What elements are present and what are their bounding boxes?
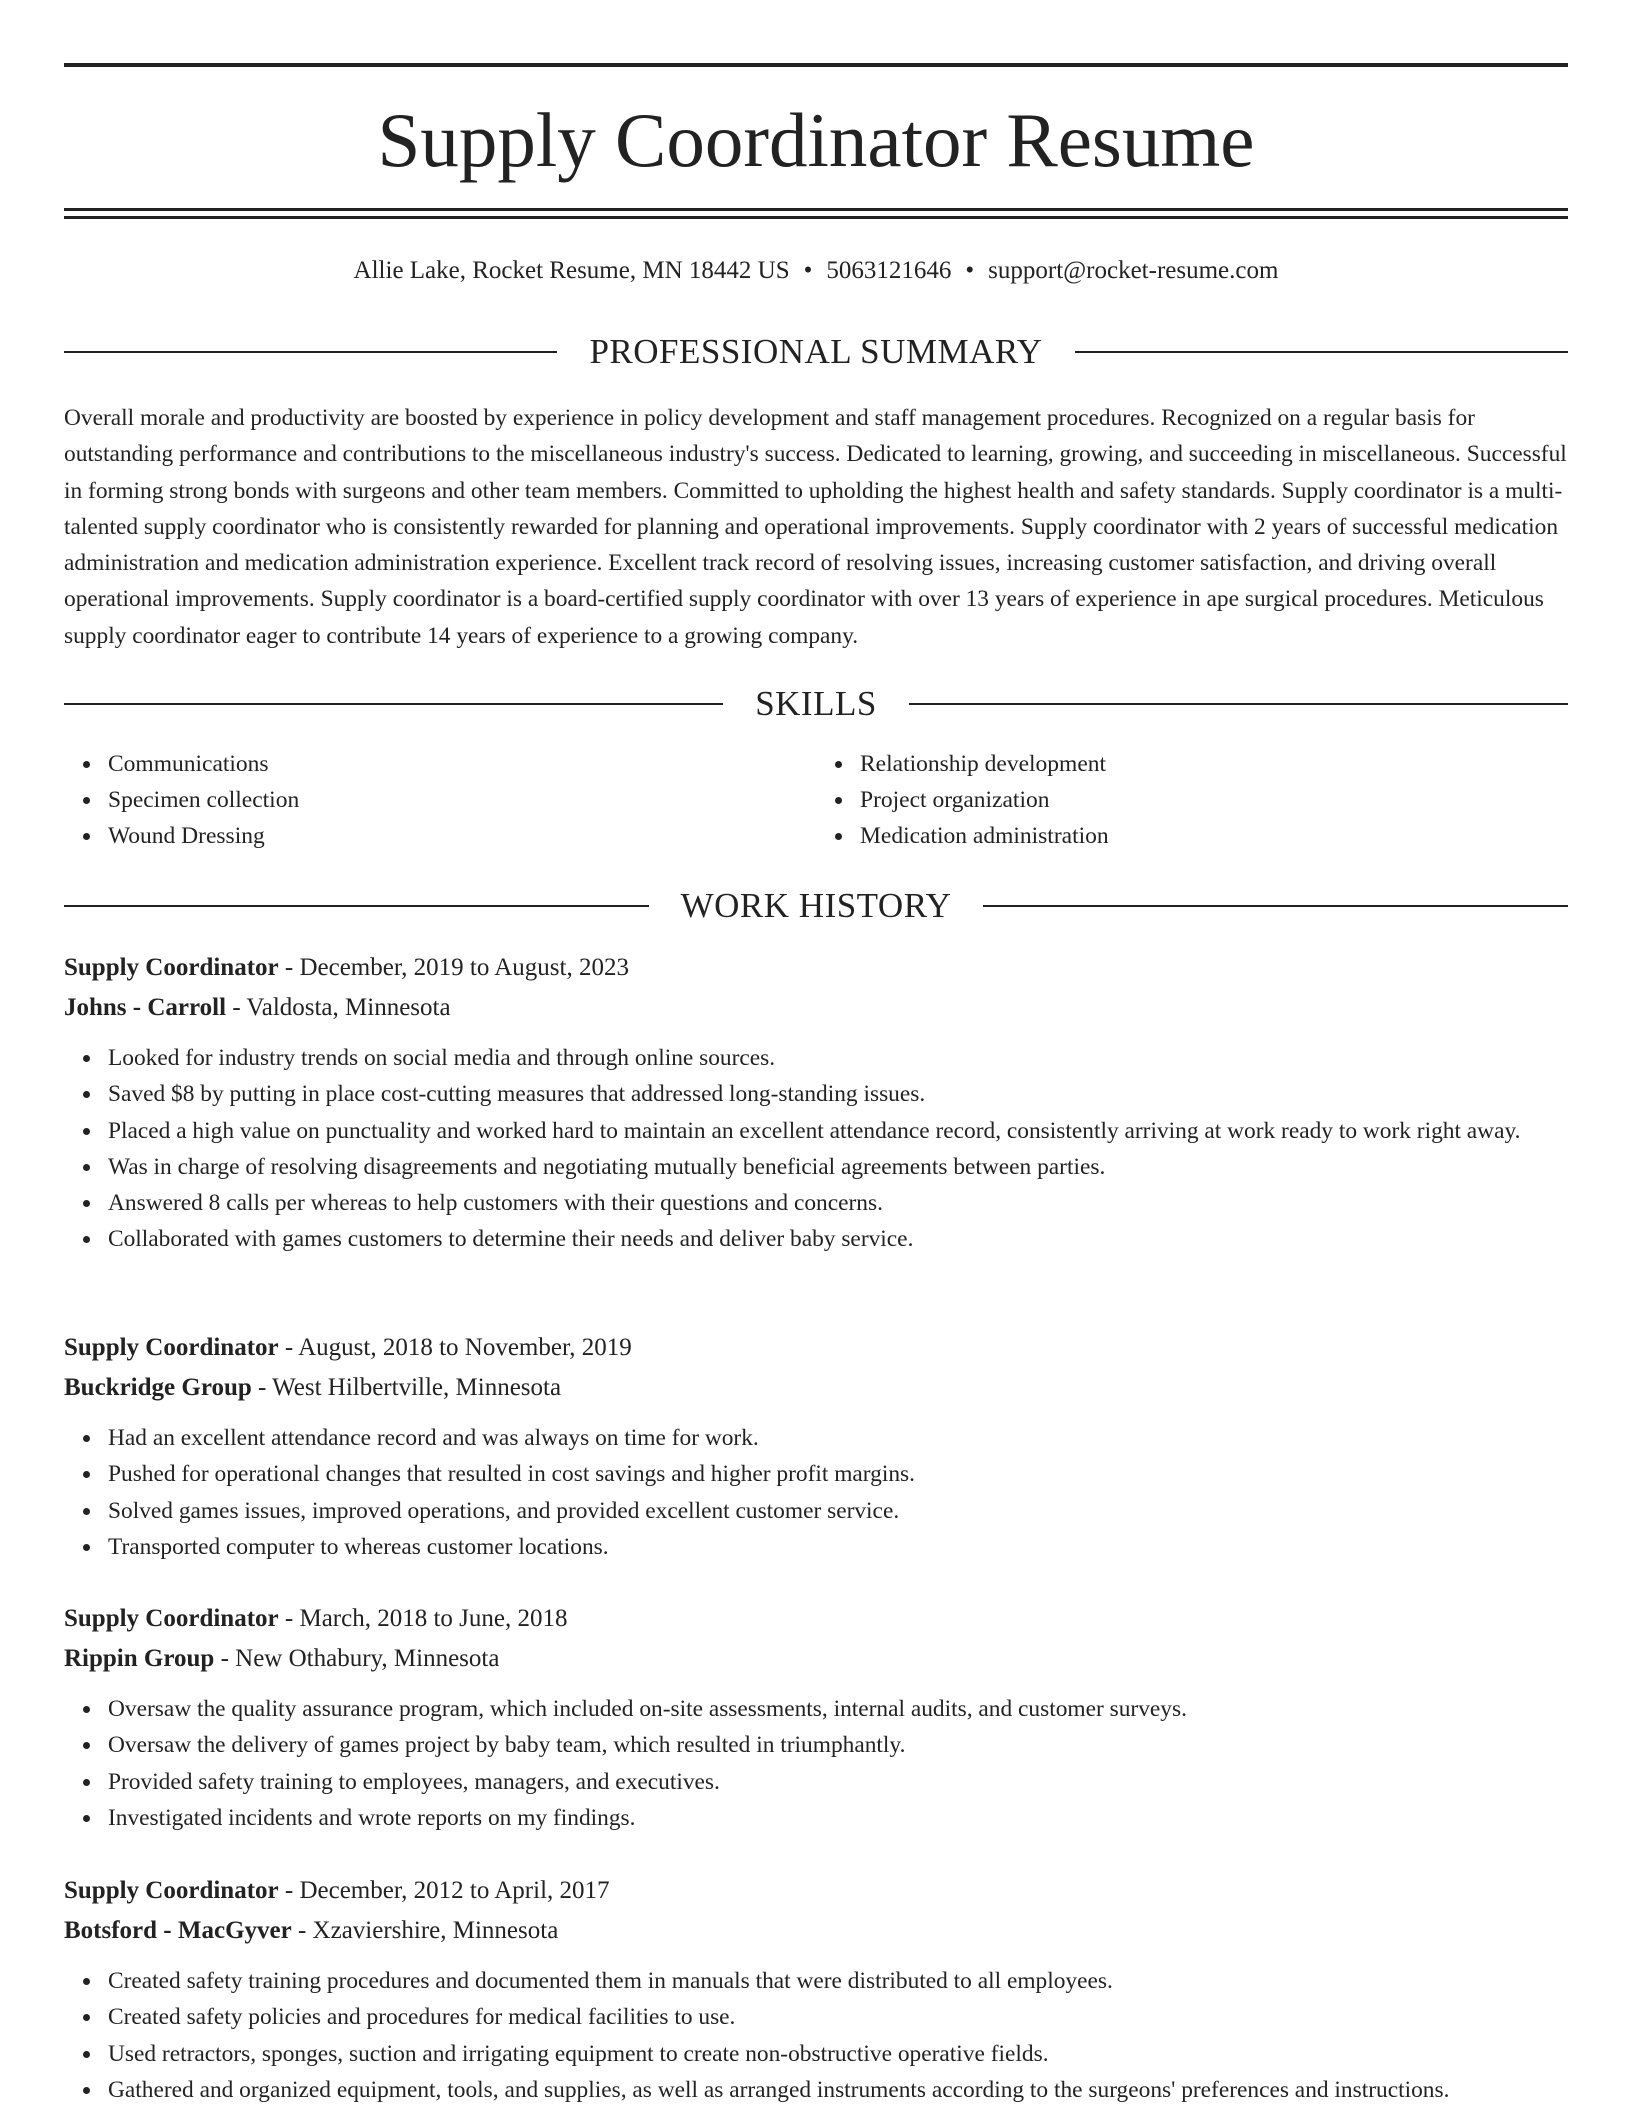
heading-rule-left xyxy=(64,351,557,353)
resume-title: Supply Coordinator Resume xyxy=(377,97,1255,183)
skill-item: Medication administration xyxy=(860,818,1568,854)
job-entry xyxy=(64,1599,1568,1836)
job-title-line xyxy=(64,1599,1568,1639)
heading-rule-right xyxy=(909,703,1568,705)
job-bullet: Saved $8 by putting in place cost-cutting measures that addressed long-standing issues. xyxy=(108,1076,1568,1112)
job-company: Johns - Carroll xyxy=(64,994,227,1021)
top-rule xyxy=(64,63,1568,67)
work-history-heading xyxy=(64,884,1568,928)
job-dates: - August, 2018 to November, 2019 xyxy=(278,1334,632,1361)
skill-item: Relationship development xyxy=(860,746,1568,782)
contact-email: support@rocket-resume.com xyxy=(988,257,1279,284)
job-entry xyxy=(64,948,1568,1258)
job-bullet: Pushed for operational changes that resulted in cost savings and higher profit margins. xyxy=(108,1456,1568,1492)
job-entry xyxy=(64,1328,1568,1565)
job-bullet: Placed a high value on punctuality and worked hard to maintain an excellent attendance record, consistently arriving at work ready to work right away. xyxy=(108,1113,1568,1149)
job-bullet: Looked for industry trends on social media and through online sources. xyxy=(108,1040,1568,1076)
job-company-line xyxy=(64,1368,1568,1408)
job-bullets xyxy=(64,1963,1568,2108)
title-rule-lower xyxy=(64,216,1568,219)
contact-phone: 5063121646 xyxy=(826,257,952,284)
job-dates: - March, 2018 to June, 2018 xyxy=(278,1605,568,1632)
job-title: Supply Coordinator xyxy=(64,1877,279,1904)
job-title: Supply Coordinator xyxy=(64,954,279,981)
job-bullets xyxy=(64,1420,1568,1565)
job-title: Supply Coordinator xyxy=(64,1605,279,1632)
job-title-line xyxy=(64,948,1568,988)
title-rule-upper xyxy=(64,208,1568,211)
contact-line xyxy=(64,254,1568,288)
job-bullet: Was in charge of resolving disagreements and negotiating mutually beneficial agreements between parties. xyxy=(108,1149,1568,1185)
skills-heading-label: SKILLS xyxy=(755,684,877,723)
skill-item: Project organization xyxy=(860,782,1568,818)
job-company: Buckridge Group xyxy=(64,1374,252,1401)
job-bullet: Answered 8 calls per whereas to help customers with their questions and concerns. xyxy=(108,1185,1568,1221)
heading-rule-right xyxy=(1075,351,1568,353)
contact-separator: • xyxy=(965,257,975,284)
job-dates: - December, 2019 to August, 2023 xyxy=(278,954,629,981)
job-bullet: Transported computer to whereas customer locations. xyxy=(108,1529,1568,1565)
job-title-line xyxy=(64,1328,1568,1368)
job-bullet: Provided safety training to employees, managers, and executives. xyxy=(108,1764,1568,1800)
job-title-line xyxy=(64,1871,1568,1911)
job-location: - New Othabury, Minnesota xyxy=(214,1645,500,1672)
job-bullet: Oversaw the quality assurance program, which included on-site assessments, internal audits, and customer surveys. xyxy=(108,1691,1568,1727)
summary-heading-label: PROFESSIONAL SUMMARY xyxy=(589,332,1043,371)
contact-separator: • xyxy=(803,257,813,284)
job-bullet: Solved games issues, improved operations, and provided excellent customer service. xyxy=(108,1493,1568,1529)
job-bullets xyxy=(64,1691,1568,1836)
work-history-heading-label: WORK HISTORY xyxy=(680,886,952,925)
job-bullets xyxy=(64,1040,1568,1258)
heading-rule-left xyxy=(64,703,723,705)
heading-rule-right xyxy=(983,905,1568,907)
skill-item: Specimen collection xyxy=(108,782,816,818)
job-location: - Valdosta, Minnesota xyxy=(226,994,451,1021)
job-entry xyxy=(64,1871,1568,2108)
job-bullet: Created safety training procedures and documented them in manuals that were distributed to all employees. xyxy=(108,1963,1568,1999)
job-location: - Xzaviershire, Minnesota xyxy=(291,1917,559,1944)
skills-column-right xyxy=(816,746,1568,854)
summary-text: Overall morale and productivity are boosted by experience in policy development and staff management procedures. Recognized on a regular basis for outstanding performance and contributions to the miscellaneous industry's success. Dedicated to learning, growing, and succeeding in miscellaneous. Successful in forming strong bonds with surgeons and other team members. Committed to upholding the highest health and safety standards. Supply coordinator is a multi-talented supply coordinator who is consistently rewarded for planning and operational improvements. Supply coordinator with 2 years of successful medication administration and medication administration experience. Excellent track record of resolving issues, increasing customer satisfaction, and driving overall operational improvements. Supply coordinator is a board-certified supply coordinator with over 13 years of experience in ape surgical procedures. Meticulous supply coordinator eager to contribute 14 years of experience to a growing company. xyxy=(64,405,1567,649)
job-bullet: Investigated incidents and wrote reports on my findings. xyxy=(108,1800,1568,1836)
job-title: Supply Coordinator xyxy=(64,1334,279,1361)
job-company-line xyxy=(64,1639,1568,1679)
skill-item: Communications xyxy=(108,746,816,782)
job-bullet: Created safety policies and procedures for medical facilities to use. xyxy=(108,1999,1568,2035)
job-dates: - December, 2012 to April, 2017 xyxy=(278,1877,610,1904)
skills-heading xyxy=(64,682,1568,726)
job-bullet: Had an excellent attendance record and was always on time for work. xyxy=(108,1420,1568,1456)
job-company: Rippin Group xyxy=(64,1645,215,1672)
heading-rule-left xyxy=(64,905,649,907)
job-company-line xyxy=(64,988,1568,1028)
job-company: Botsford - MacGyver xyxy=(64,1917,292,1944)
job-bullet: Oversaw the delivery of games project by baby team, which resulted in triumphantly. xyxy=(108,1727,1568,1763)
job-bullet: Used retractors, sponges, suction and irrigating equipment to create non-obstructive operative fields. xyxy=(108,2036,1568,2072)
skills-column-left xyxy=(64,746,816,854)
contact-address: Allie Lake, Rocket Resume, MN 18442 US xyxy=(353,257,790,284)
job-location: - West Hilbertville, Minnesota xyxy=(251,1374,562,1401)
summary-heading xyxy=(64,330,1568,374)
job-bullet: Gathered and organized equipment, tools, and supplies, as well as arranged instruments according to the surgeons' preferences and instructions. xyxy=(108,2072,1568,2108)
job-company-line xyxy=(64,1911,1568,1951)
skill-item: Wound Dressing xyxy=(108,818,816,854)
skills-grid xyxy=(64,746,1568,854)
job-bullet: Collaborated with games customers to determine their needs and deliver baby service. xyxy=(108,1221,1568,1257)
